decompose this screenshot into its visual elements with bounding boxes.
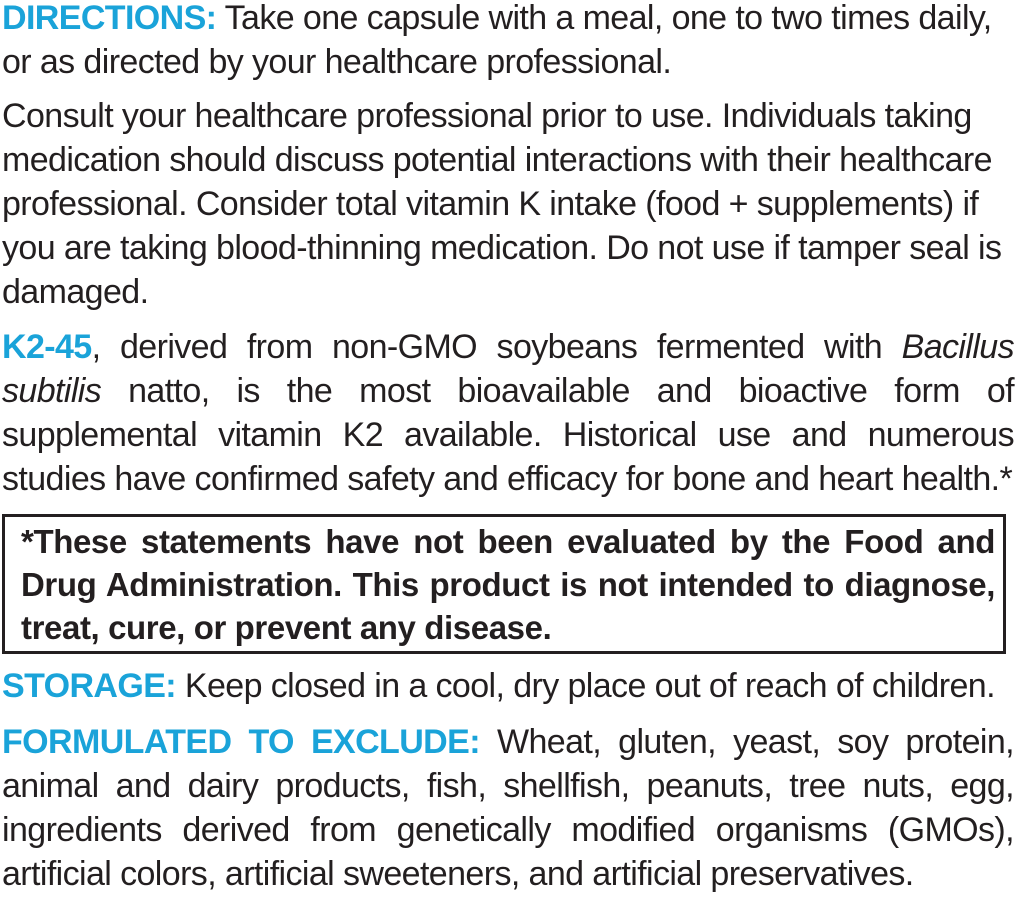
k2-product-name: K2-45 <box>2 328 92 366</box>
directions-text: Take one capsule with a meal, one to two times daily, or as directed by your healthcare professional. <box>2 0 992 81</box>
fda-disclaimer-box <box>2 514 1006 654</box>
exclude-text: Wheat, gluten, yeast, soy protein, animal and dairy products, fish, shellfish, peanuts, tree nuts, egg, ingredients derived from genetically modified organisms (GMOs), artificial colors, artificial sweeteners, and artificial preservatives. <box>2 723 1014 893</box>
k2-genus-name: Bacillus subtilis <box>2 328 1014 410</box>
consult-text: Consult your healthcare professional prior to use. Individuals taking medication should discuss potential interactions with their healthcare professional. Consider total vitamin K intake (food + supplements) if you are taking blood-thinning medication. Do not use if tamper seal is damaged. <box>2 97 1002 311</box>
exclude-heading: FORMULATED TO EXCLUDE: <box>2 723 480 761</box>
k2-text-after: natto, is the most bioavailable and bioactive form of supplemental vitamin K2 available. Historical use and numerous studies have confirmed safety and efficacy for bone and heart health.* <box>2 372 1014 498</box>
directions-paragraph <box>2 0 1014 84</box>
storage-text: Keep closed in a cool, dry place out of reach of children. <box>176 667 995 705</box>
k2-description-paragraph <box>2 325 1014 501</box>
storage-paragraph <box>2 664 1014 708</box>
storage-heading: STORAGE: <box>2 667 177 705</box>
directions-heading: DIRECTIONS: <box>2 0 217 37</box>
exclude-paragraph <box>2 720 1014 896</box>
consult-paragraph <box>2 94 1014 314</box>
fda-disclaimer-text: *These statements have not been evaluated by the Food and Drug Administration. This product is not intended to diagnose, treat, cure, or prevent any disease. <box>21 523 995 646</box>
k2-text-before: , derived from non-GMO soybeans fermented with <box>91 328 902 366</box>
